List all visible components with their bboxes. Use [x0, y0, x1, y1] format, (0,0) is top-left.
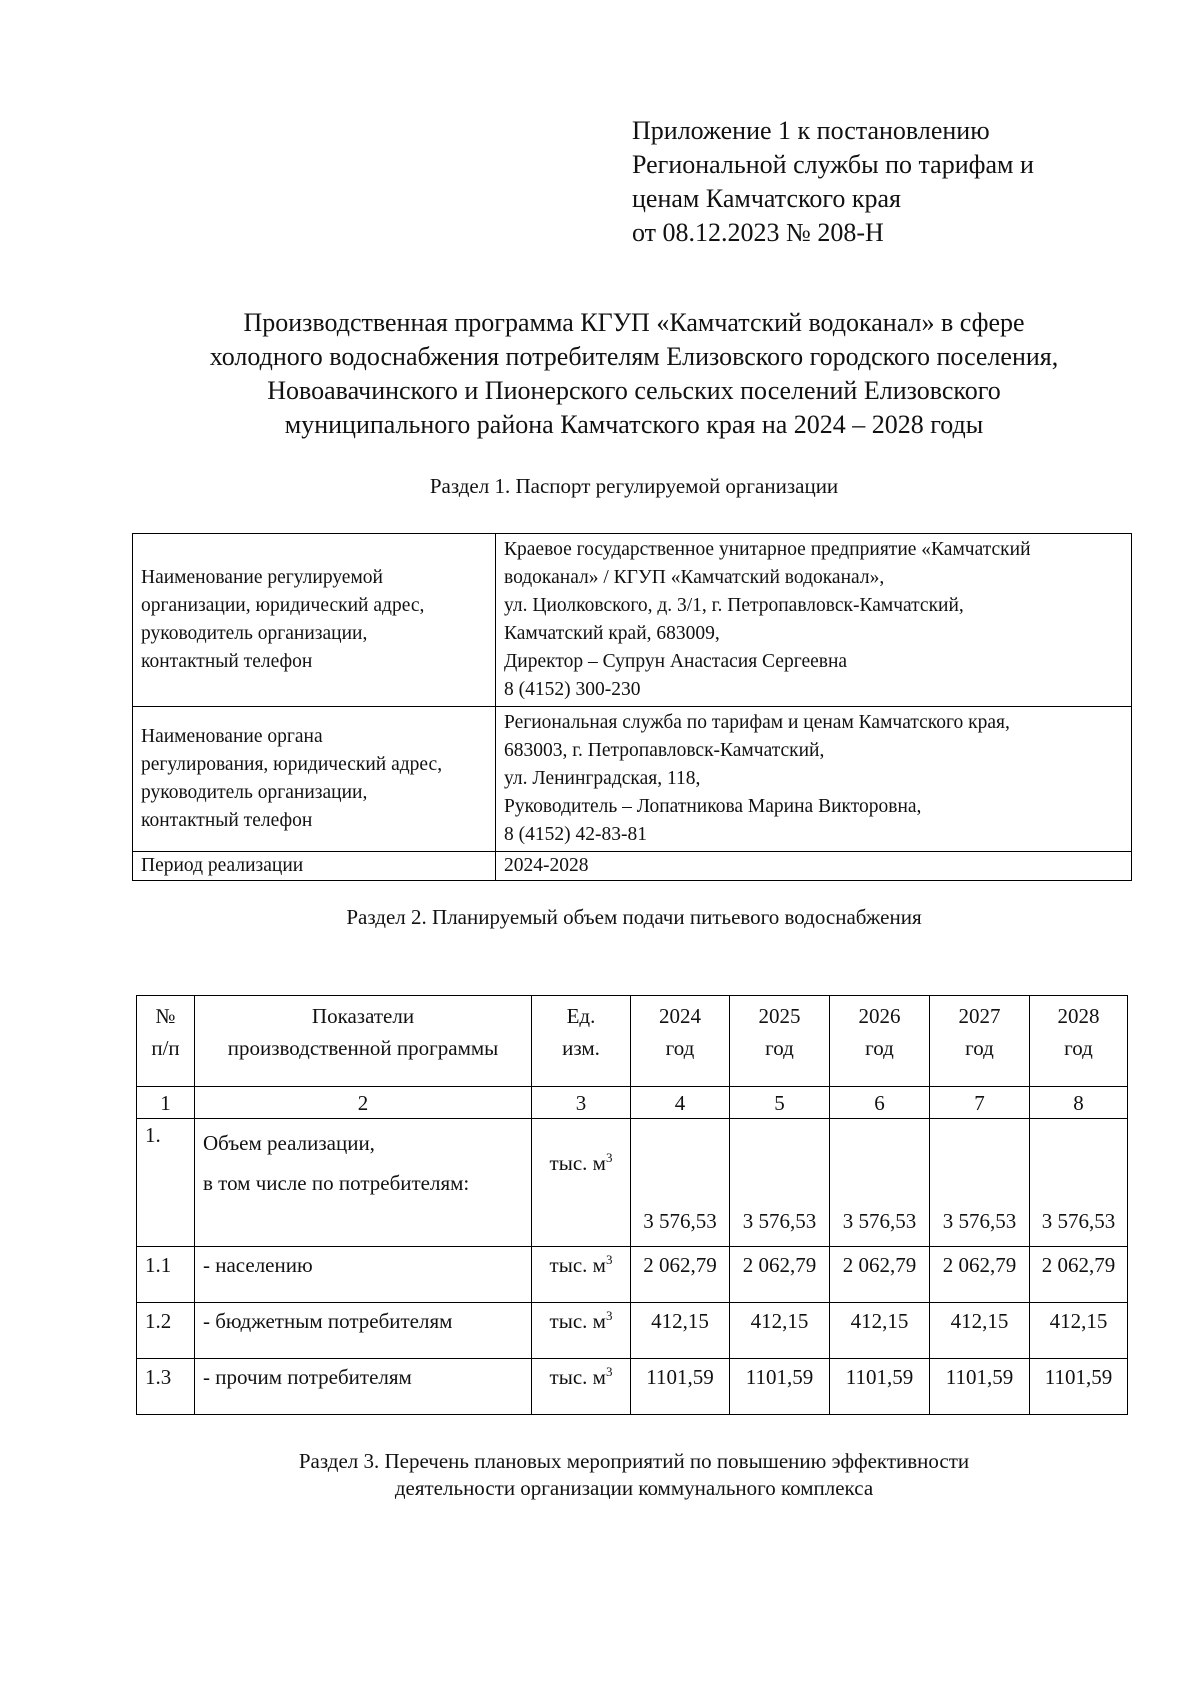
row-value: 2 062,79 — [930, 1247, 1030, 1303]
header-line: год — [865, 1036, 894, 1060]
passport-label-line: руководитель организации, — [141, 623, 368, 644]
unit-text: тыс. м — [549, 1253, 606, 1277]
volume-table — [136, 995, 1128, 1415]
header-line: год — [665, 1036, 695, 1060]
section2-heading: Раздел 2. Планируемый объем подачи питьевого водоснабжения — [346, 905, 922, 929]
passport-label-line: контактный телефон — [141, 651, 313, 672]
title-line: Производственная программа КГУП «Камчатский водоканал» в сфере — [243, 308, 1025, 337]
unit-exponent: 3 — [605, 1364, 613, 1379]
row-unit — [532, 1359, 631, 1415]
row-num: 1.3 — [137, 1359, 195, 1415]
approval-line: Региональной службы по тарифам и — [632, 150, 1034, 179]
row-value: 412,15 — [830, 1303, 930, 1359]
row-value: 2 062,79 — [1030, 1247, 1128, 1303]
section3-heading-line: деятельности организации коммунального комплекса — [394, 1476, 874, 1500]
passport-label-line: регулирования, юридический адрес, — [141, 754, 443, 775]
row-value: 1101,59 — [1030, 1359, 1128, 1415]
row-value: 3 576,53 — [1030, 1119, 1128, 1247]
passport-value-line: Руководитель – Лопатникова Марина Викторовна, — [504, 796, 922, 817]
table-row — [137, 1247, 1128, 1303]
column-index: 7 — [930, 1087, 1030, 1119]
passport-label-cell — [133, 534, 496, 707]
row-label: - населению — [195, 1247, 532, 1303]
row-value: 412,15 — [1030, 1303, 1128, 1359]
header-line: год — [765, 1036, 794, 1060]
unit-text: тыс. м — [549, 1365, 606, 1389]
period-value: 2024-2028 — [496, 852, 1132, 881]
passport-row-regulator — [133, 707, 1132, 852]
passport-row-organization — [133, 534, 1132, 707]
row-label — [195, 1119, 532, 1247]
passport-label-line: руководитель организации, — [141, 782, 368, 803]
row-unit — [532, 1119, 631, 1247]
header-year — [1030, 996, 1128, 1087]
table-row — [137, 1359, 1128, 1415]
row-unit — [532, 1303, 631, 1359]
passport-label-line: контактный телефон — [141, 810, 313, 831]
row-value: 412,15 — [631, 1303, 730, 1359]
row-value: 1101,59 — [830, 1359, 930, 1415]
passport-label-line: Наименование органа — [141, 726, 323, 747]
row-value: 412,15 — [930, 1303, 1030, 1359]
header-line: год — [965, 1036, 994, 1060]
column-index: 2 — [195, 1087, 532, 1119]
row-num: 1.2 — [137, 1303, 195, 1359]
row-label: - бюджетным потребителям — [195, 1303, 532, 1359]
passport-value-line: Краевое государственное унитарное предприятие «Камчатский — [504, 539, 1031, 560]
header-year — [930, 996, 1030, 1087]
column-index: 1 — [137, 1087, 195, 1119]
approval-line: ценам Камчатского края — [632, 184, 901, 213]
table-row — [137, 1303, 1128, 1359]
row-value: 412,15 — [730, 1303, 830, 1359]
column-index: 5 — [730, 1087, 830, 1119]
document-title — [120, 306, 1148, 442]
passport-value-cell — [496, 707, 1132, 852]
row-value: 1101,59 — [730, 1359, 830, 1415]
header-unit — [532, 996, 631, 1087]
header-year — [631, 996, 730, 1087]
unit-text: тыс. м — [549, 1309, 606, 1333]
unit-exponent: 3 — [605, 1252, 613, 1267]
passport-value-cell — [496, 534, 1132, 707]
passport-table — [132, 533, 1132, 881]
passport-value-line: ул. Ленинградская, 118, — [504, 768, 701, 789]
header-indicator — [195, 996, 532, 1087]
row-num: 1. — [137, 1119, 195, 1247]
table-row — [137, 1119, 1128, 1247]
row-value: 3 576,53 — [930, 1119, 1030, 1247]
approval-block — [632, 114, 1034, 250]
passport-value-line: Директор – Супрун Анастасия Сергеевна — [504, 651, 848, 672]
passport-value-line: Камчатский край, 683009, — [504, 623, 720, 644]
row-label-line: в том числе по потребителям: — [203, 1171, 470, 1195]
row-label-line: Объем реализации, — [203, 1131, 375, 1155]
header-line: 2025 — [758, 1004, 801, 1028]
passport-label-line: организации, юридический адрес, — [141, 595, 425, 616]
header-line: производственной программы — [227, 1036, 499, 1060]
header-line: Ед. — [566, 1004, 596, 1028]
header-num — [137, 996, 195, 1087]
row-value: 2 062,79 — [631, 1247, 730, 1303]
passport-value-line: водоканал» / КГУП «Камчатский водоканал», — [504, 567, 885, 588]
column-index: 3 — [532, 1087, 631, 1119]
passport-row-period — [133, 852, 1132, 881]
section1-heading: Раздел 1. Паспорт регулируемой организации — [429, 474, 839, 498]
column-index: 6 — [830, 1087, 930, 1119]
header-line: 2027 — [958, 1004, 1001, 1028]
column-index: 8 — [1030, 1087, 1128, 1119]
approval-line: от 08.12.2023 № 208-Н — [632, 218, 884, 247]
title-line: Новоавачинского и Пионерского сельских поселений Елизовского — [267, 376, 1001, 405]
header-line: 2028 — [1057, 1004, 1100, 1028]
passport-label-cell — [133, 707, 496, 852]
header-year — [730, 996, 830, 1087]
header-year — [830, 996, 930, 1087]
passport-label-line: Наименование регулируемой — [141, 567, 383, 588]
passport-value-line: 8 (4152) 42-83-81 — [504, 824, 647, 845]
row-value: 3 576,53 — [730, 1119, 830, 1247]
row-value: 3 576,53 — [631, 1119, 730, 1247]
title-line: холодного водоснабжения потребителям Елизовского городского поселения, — [209, 342, 1059, 371]
passport-value-line: 8 (4152) 300-230 — [504, 679, 641, 700]
row-value: 2 062,79 — [730, 1247, 830, 1303]
header-line: изм. — [562, 1036, 600, 1060]
header-line: Показатели — [311, 1004, 415, 1028]
approval-line: Приложение 1 к постановлению — [632, 116, 990, 145]
section3-heading-line: Раздел 3. Перечень плановых мероприятий по повышению эффективности — [298, 1449, 970, 1473]
header-line: 2024 — [659, 1004, 701, 1028]
table-header-row — [137, 996, 1128, 1087]
unit-text: тыс. м — [549, 1151, 606, 1175]
passport-value-line: Региональная служба по тарифам и ценам Камчатского края, — [504, 712, 1010, 733]
period-label: Период реализации — [133, 852, 496, 881]
passport-value-line: ул. Циолковского, д. 3/1, г. Петропавловск-Камчатский, — [504, 595, 964, 616]
row-unit — [532, 1247, 631, 1303]
row-value: 1101,59 — [930, 1359, 1030, 1415]
header-line: п/п — [151, 1036, 180, 1060]
row-value: 2 062,79 — [830, 1247, 930, 1303]
row-num: 1.1 — [137, 1247, 195, 1303]
header-line: № — [155, 1004, 176, 1028]
title-line: муниципального района Камчатского края на 2024 – 2028 годы — [284, 410, 984, 439]
passport-value-line: 683003, г. Петропавловск-Камчатский, — [504, 740, 825, 761]
header-line: 2026 — [858, 1004, 901, 1028]
section3-heading — [120, 1448, 1148, 1502]
row-value: 3 576,53 — [830, 1119, 930, 1247]
column-index-row — [137, 1087, 1128, 1119]
column-index: 4 — [631, 1087, 730, 1119]
unit-exponent: 3 — [605, 1308, 613, 1323]
unit-exponent: 3 — [605, 1150, 613, 1165]
row-value: 1101,59 — [631, 1359, 730, 1415]
header-line: год — [1064, 1036, 1093, 1060]
row-label: - прочим потребителям — [195, 1359, 532, 1415]
